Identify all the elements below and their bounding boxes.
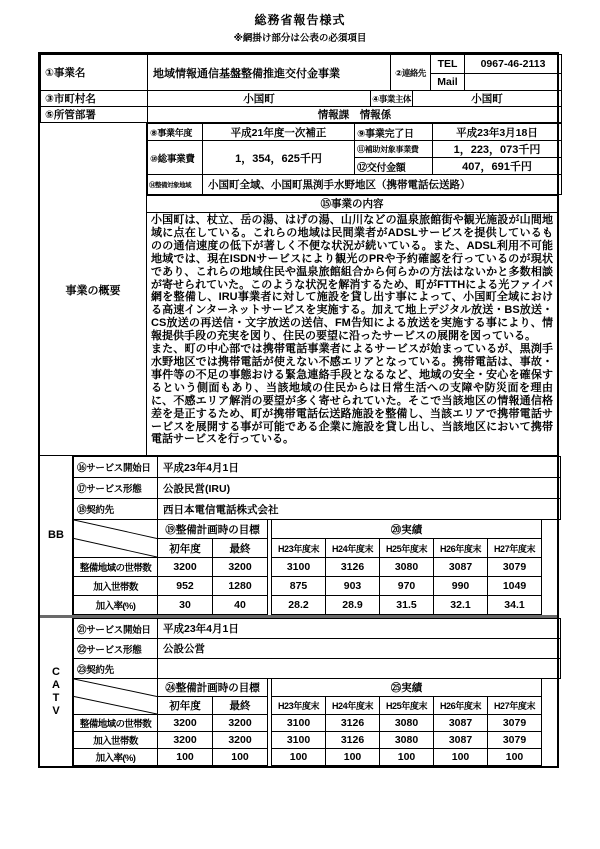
- bb-service-type-label: ⑰サービス形態: [74, 478, 158, 499]
- subsidized-cost-label: ⑪補助対象事業費: [355, 141, 433, 158]
- catv-section: [40, 615, 557, 766]
- bb-goal-header: ⑲整備計画時の目標: [158, 520, 268, 539]
- completion-date-value: 平成23年3月18日: [433, 124, 562, 141]
- catv-result-col-header: H25年度末: [380, 697, 434, 715]
- description-header: ⑮事業の内容: [147, 195, 557, 212]
- stats-value-cell: 970: [380, 577, 434, 596]
- grant-amount-value: 407，691千円: [433, 158, 562, 175]
- catv-goal-table: [73, 678, 268, 766]
- municipality-value: 小国町: [148, 91, 371, 107]
- stats-value-cell: 3100: [272, 715, 326, 732]
- stats-row-label: 加入世帯数: [74, 577, 158, 596]
- catv-letter: V: [52, 705, 60, 717]
- bb-service-start-value: 平成23年4月1日: [158, 457, 561, 478]
- stats-value-cell: 3126: [326, 558, 380, 577]
- target-area-table: [147, 174, 562, 195]
- stats-value-cell: 903: [326, 577, 380, 596]
- catv-letter: C: [52, 666, 60, 678]
- department-value: 情報課 情報係: [148, 107, 562, 123]
- stats-value-cell: 28.2: [272, 596, 326, 615]
- stats-value-cell: 3079: [488, 732, 542, 749]
- bb-contractor-value: 西日本電信電話株式会社: [158, 499, 561, 520]
- bb-section-label: BB: [40, 456, 73, 615]
- stats-value-cell: 100: [326, 749, 380, 766]
- bb-result-col-header: H26年度末: [434, 539, 488, 558]
- stats-value-cell: 3087: [434, 732, 488, 749]
- catv-stats: [73, 678, 557, 766]
- catv-service-start-label: ㉑サービス開始日: [74, 619, 158, 639]
- bb-goal-col-header: 最終: [213, 539, 268, 558]
- bb-service-table: [73, 456, 561, 520]
- operator-value: 小国町: [413, 91, 562, 107]
- report-form-table: [38, 52, 559, 768]
- catv-service-type-label: ㉒サービス形態: [74, 639, 158, 659]
- overview-section-label: 事業の概要: [40, 123, 147, 456]
- stats-value-cell: 990: [434, 577, 488, 596]
- municipality-label: ③市町村名: [41, 91, 148, 107]
- mail-value: [465, 74, 562, 91]
- tel-label: TEL: [431, 55, 465, 74]
- contact-label: ②連絡先: [391, 55, 431, 91]
- bb-result-col-header: H27年度末: [488, 539, 542, 558]
- stats-value-cell: 100: [380, 749, 434, 766]
- bb-contractor-label: ⑱契約先: [74, 499, 158, 520]
- fiscal-year-label: ⑧事業年度: [148, 124, 203, 141]
- catv-result-table: [271, 678, 542, 766]
- stats-value-cell: 3080: [380, 732, 434, 749]
- stats-value-cell: 100: [488, 749, 542, 766]
- stats-value-cell: 28.9: [326, 596, 380, 615]
- catv-result-col-header: H26年度末: [434, 697, 488, 715]
- stats-row-label: 整備地域の世帯数: [74, 715, 158, 732]
- bb-content: [73, 456, 557, 615]
- stats-row-label: 整備地域の世帯数: [74, 558, 158, 577]
- catv-letter: T: [52, 692, 60, 704]
- catv-goal-col-header: 最終: [213, 697, 268, 715]
- project-contact-table: [40, 54, 562, 91]
- stats-value-cell: 3080: [380, 715, 434, 732]
- doc-title: 総務省報告様式: [254, 13, 346, 27]
- project-name-label: ①事業名: [41, 55, 148, 91]
- stats-value-cell: 875: [272, 577, 326, 596]
- bb-service-start-label: ⑯サービス開始日: [74, 457, 158, 478]
- description-body: [147, 212, 557, 456]
- department-label: ⑤所管部署: [41, 107, 148, 123]
- catv-result-col-header: H24年度末: [326, 697, 380, 715]
- catv-result-col-header: H27年度末: [488, 697, 542, 715]
- stats-value-cell: 3200: [158, 715, 213, 732]
- stats-value-cell: 100: [158, 749, 213, 766]
- stats-value-cell: 3126: [326, 715, 380, 732]
- stats-value-cell: 3080: [380, 558, 434, 577]
- municipality-table: [40, 90, 562, 107]
- catv-service-type-value: 公設公営: [158, 639, 561, 659]
- stats-value-cell: 32.1: [434, 596, 488, 615]
- department-table: [40, 106, 562, 123]
- stats-row-label: 加入率(%): [74, 596, 158, 615]
- description-paragraph: 小国町は、杖立、岳の湯、はげの湯、山川などの温泉旅館街や観光施設が山間地域に点在している。これらの地域は民間業者がADSLサービスを提供しているものの通信速度の低下が著しく不便な状況が続いている。また、ADSL利用不可能地域では、現在ISDNサービスにより観光のPRや予約確認を行っているのが現状であり、これらの地域住民や温泉旅館組合から何らかの方法はないかと多数相談が寄せられていた。このような状況を解消するため、町がFTTHによる光ファイバ網を整備し、IRU事業者に対して施設を貸し出す事によって、小国町全域における高速インターネットサービスを実施する。加えて地上デジタル放送・BS放送・CS放送の再送信・文字放送の送信、FM告知による放送を実施する事により、情報提供手段の充実を図り、住民の要望に沿ったサービスの展開を図っている。: [151, 214, 553, 343]
- stats-value-cell: 3200: [158, 732, 213, 749]
- bb-result-header: ⑳実績: [272, 520, 542, 539]
- catv-contractor-value: [158, 659, 561, 679]
- cost-table: [147, 123, 562, 175]
- target-area-value: 小国町全域、小国町黒渕手水野地区（携帯電話伝送路）: [203, 175, 562, 195]
- bb-result-table: [271, 519, 542, 615]
- description-paragraph: また、町の中心部では携帯電話事業者によるサービスが始まっているが、黒渕手水野地区では携帯電話が使えない不感エリアとなっている。携帯電話は、事故・事件等の不足の事態おける緊急連絡手段となるなど、地域の安全・安心を確保するという側面もあり、当該地域の住民からは日常生活への支障や防災面を理由に、不感エリア解消の要望が多く寄せられていた。そこで当該地区の情報通信格差を是正するため、町が携帯電話伝送路施設を整備し、当該エリアで携帯電話サービスを展開する事が可能である企業に施設を貸し出し、当該地区において携帯電話サービスを行っている。: [151, 343, 553, 446]
- stats-value-cell: 100: [272, 749, 326, 766]
- bb-stats: [73, 519, 557, 615]
- catv-service-start-value: 平成23年4月1日: [158, 619, 561, 639]
- diagonal-cell: [74, 520, 158, 558]
- subsidized-cost-value: 1，223，073千円: [433, 141, 562, 158]
- stats-value-cell: 3079: [488, 715, 542, 732]
- stats-value-cell: 100: [434, 749, 488, 766]
- bb-result-col-header: H23年度末: [272, 539, 326, 558]
- bb-service-type-value: 公設民営(IRU): [158, 478, 561, 499]
- catv-result-col-header: H23年度末: [272, 697, 326, 715]
- stats-value-cell: 3087: [434, 715, 488, 732]
- stats-value-cell: 30: [158, 596, 213, 615]
- tel-value: 0967-46-2113: [465, 55, 562, 74]
- catv-contractor-label: ㉓契約先: [74, 659, 158, 679]
- stats-value-cell: 3200: [213, 715, 268, 732]
- overview-content: [147, 123, 557, 456]
- bb-goal-col-header: 初年度: [158, 539, 213, 558]
- stats-row-label: 加入世帯数: [74, 732, 158, 749]
- catv-letter: A: [52, 679, 60, 691]
- stats-value-cell: 34.1: [488, 596, 542, 615]
- overview-band: [40, 122, 557, 456]
- catv-content: [73, 618, 557, 766]
- bb-result-col-header: H25年度末: [380, 539, 434, 558]
- stats-value-cell: 3087: [434, 558, 488, 577]
- stats-value-cell: 3126: [326, 732, 380, 749]
- stats-value-cell: 1280: [213, 577, 268, 596]
- operator-label: ④事業主体: [371, 91, 413, 107]
- catv-service-table: [73, 618, 561, 679]
- stats-value-cell: 40: [213, 596, 268, 615]
- stats-value-cell: 3079: [488, 558, 542, 577]
- stats-value-cell: 3100: [272, 732, 326, 749]
- catv-goal-header: ㉔整備計画時の目標: [158, 679, 268, 697]
- catv-section-label: [40, 618, 73, 766]
- diagonal-cell: [74, 679, 158, 715]
- stats-value-cell: 3200: [158, 558, 213, 577]
- bb-result-col-header: H24年度末: [326, 539, 380, 558]
- completion-date-label: ⑨事業完了日: [355, 124, 433, 141]
- stats-value-cell: 1049: [488, 577, 542, 596]
- total-cost-value: 1，354，625千円: [203, 141, 355, 175]
- stats-row-label: 加入率(%): [74, 749, 158, 766]
- stats-value-cell: 100: [213, 749, 268, 766]
- mail-label: Mail: [431, 74, 465, 91]
- stats-value-cell: 952: [158, 577, 213, 596]
- total-cost-label: ⑩総事業費: [148, 141, 203, 175]
- project-name-value: 地域情報通信基盤整備推進交付金事業: [148, 55, 391, 91]
- grant-amount-label: ⑫交付金額: [355, 158, 433, 175]
- bb-goal-table: [73, 519, 268, 615]
- doc-subtitle: ※網掛け部分は公表の必須項目: [233, 33, 367, 44]
- target-area-label: ⑭整備対象地域: [148, 175, 203, 195]
- bb-section: [40, 455, 557, 615]
- stats-value-cell: 3200: [213, 732, 268, 749]
- title-block: [0, 11, 600, 44]
- fiscal-year-value: 平成21年度一次補正: [203, 124, 355, 141]
- catv-result-header: ㉕実績: [272, 679, 542, 697]
- stats-value-cell: 31.5: [380, 596, 434, 615]
- catv-goal-col-header: 初年度: [158, 697, 213, 715]
- stats-value-cell: 3200: [213, 558, 268, 577]
- stats-value-cell: 3100: [272, 558, 326, 577]
